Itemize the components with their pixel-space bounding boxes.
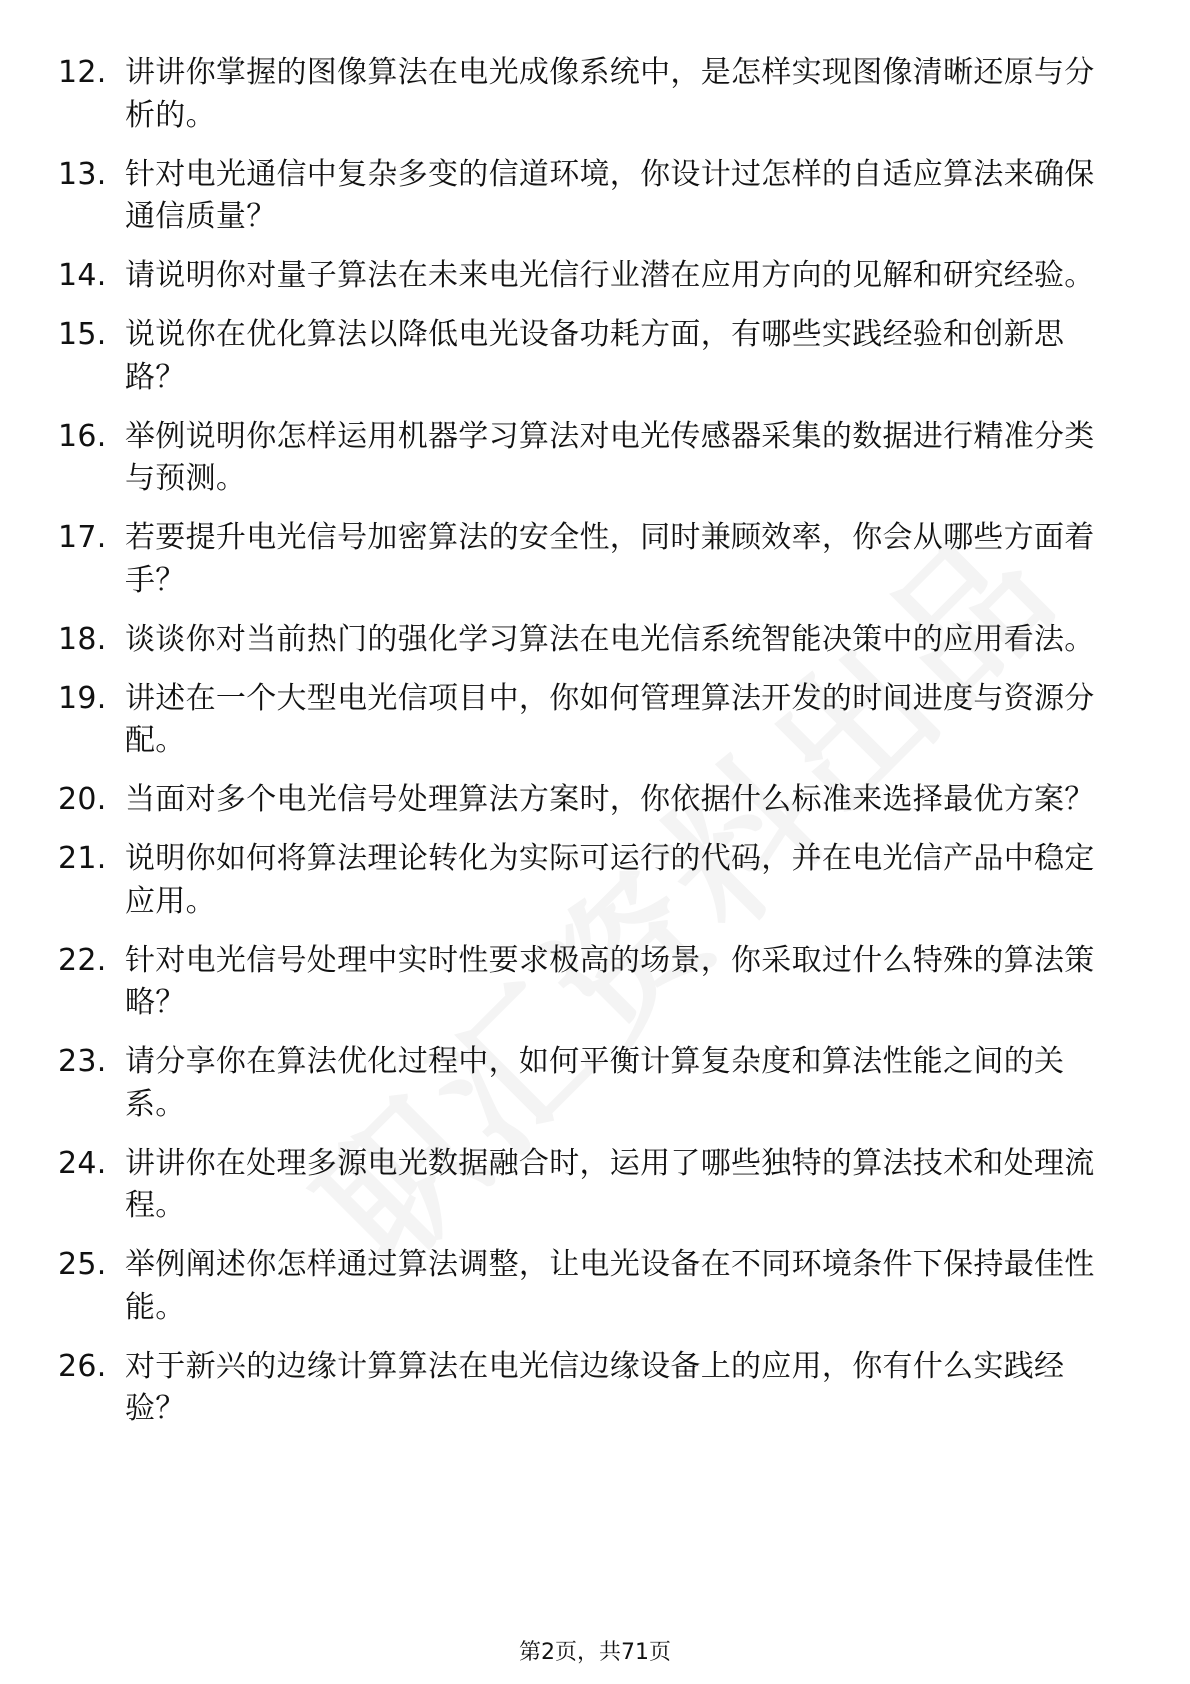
question-number: 16. (58, 418, 107, 454)
question-text: 举例说明你怎样运用机器学习算法对电光传感器采集的数据进行精准分类与预测。 (125, 418, 1095, 496)
list-item (58, 838, 1118, 923)
page-number-footer: 第2页，共71页 (519, 1640, 671, 1665)
question-text: 若要提升电光信号加密算法的安全性，同时兼顾效率，你会从哪些方面着手？ (125, 520, 1095, 598)
list-item (58, 779, 1118, 822)
list-item (58, 678, 1118, 763)
question-number: 18. (58, 621, 107, 657)
question-text: 讲讲你掌握的图像算法在电光成像系统中，是怎样实现图像清晰还原与分析的。 (125, 55, 1095, 133)
list-item (58, 940, 1118, 1025)
question-number: 12. (58, 55, 107, 90)
question-text: 当面对多个电光信号处理算法方案时，你依据什么标准来选择最优方案？ (125, 782, 1095, 817)
question-number: 20. (58, 782, 107, 817)
question-number: 26. (58, 1348, 107, 1384)
question-text: 请说明你对量子算法在未来电光信行业潜在应用方向的见解和研究经验。 (125, 258, 1095, 293)
question-text: 针对电光通信中复杂多变的信道环境，你设计过怎样的自适应算法来确保通信质量？ (125, 156, 1095, 234)
question-number: 15. (58, 317, 107, 352)
question-text: 对于新兴的边缘计算算法在电光信边缘设备上的应用，你有什么实践经验？ (125, 1348, 1065, 1426)
question-text: 谈谈你对当前热门的强化学习算法在电光信系统智能决策中的应用看法。 (125, 621, 1095, 657)
question-number: 19. (58, 680, 107, 716)
list-item (58, 517, 1118, 602)
question-text: 举例阐述你怎样通过算法调整，让电光设备在不同环境条件下保持最佳性能。 (125, 1247, 1095, 1325)
list-item (58, 1041, 1118, 1126)
list-item (58, 416, 1118, 501)
question-number: 24. (58, 1145, 107, 1181)
list-item (58, 255, 1118, 298)
list-item (58, 619, 1118, 662)
question-text: 针对电光信号处理中实时性要求极高的场景，你采取过什么特殊的算法策略？ (125, 942, 1095, 1020)
question-text: 讲述在一个大型电光信项目中，你如何管理算法开发的时间进度与资源分配。 (125, 680, 1095, 758)
question-number: 22. (58, 942, 107, 978)
question-number: 14. (58, 258, 107, 293)
list-item (58, 314, 1118, 399)
list-item (58, 1346, 1118, 1431)
question-list (58, 52, 1118, 1447)
question-text: 请分享你在算法优化过程中，如何平衡计算复杂度和算法性能之间的关系。 (125, 1044, 1065, 1122)
question-number: 25. (58, 1247, 107, 1282)
list-item (58, 1143, 1118, 1228)
list-item (58, 52, 1118, 137)
question-number: 23. (58, 1044, 107, 1079)
question-text: 讲讲你在处理多源电光数据融合时，运用了哪些独特的算法技术和处理流程。 (125, 1145, 1095, 1223)
list-item (58, 154, 1118, 239)
list-item (58, 1244, 1118, 1329)
question-number: 17. (58, 520, 107, 555)
question-number: 13. (58, 156, 107, 192)
question-text: 说说你在优化算法以降低电光设备功耗方面，有哪些实践经验和创新思路？ (125, 317, 1065, 395)
question-text: 说明你如何将算法理论转化为实际可运行的代码，并在电光信产品中稳定应用。 (125, 841, 1095, 919)
question-number: 21. (58, 841, 107, 876)
